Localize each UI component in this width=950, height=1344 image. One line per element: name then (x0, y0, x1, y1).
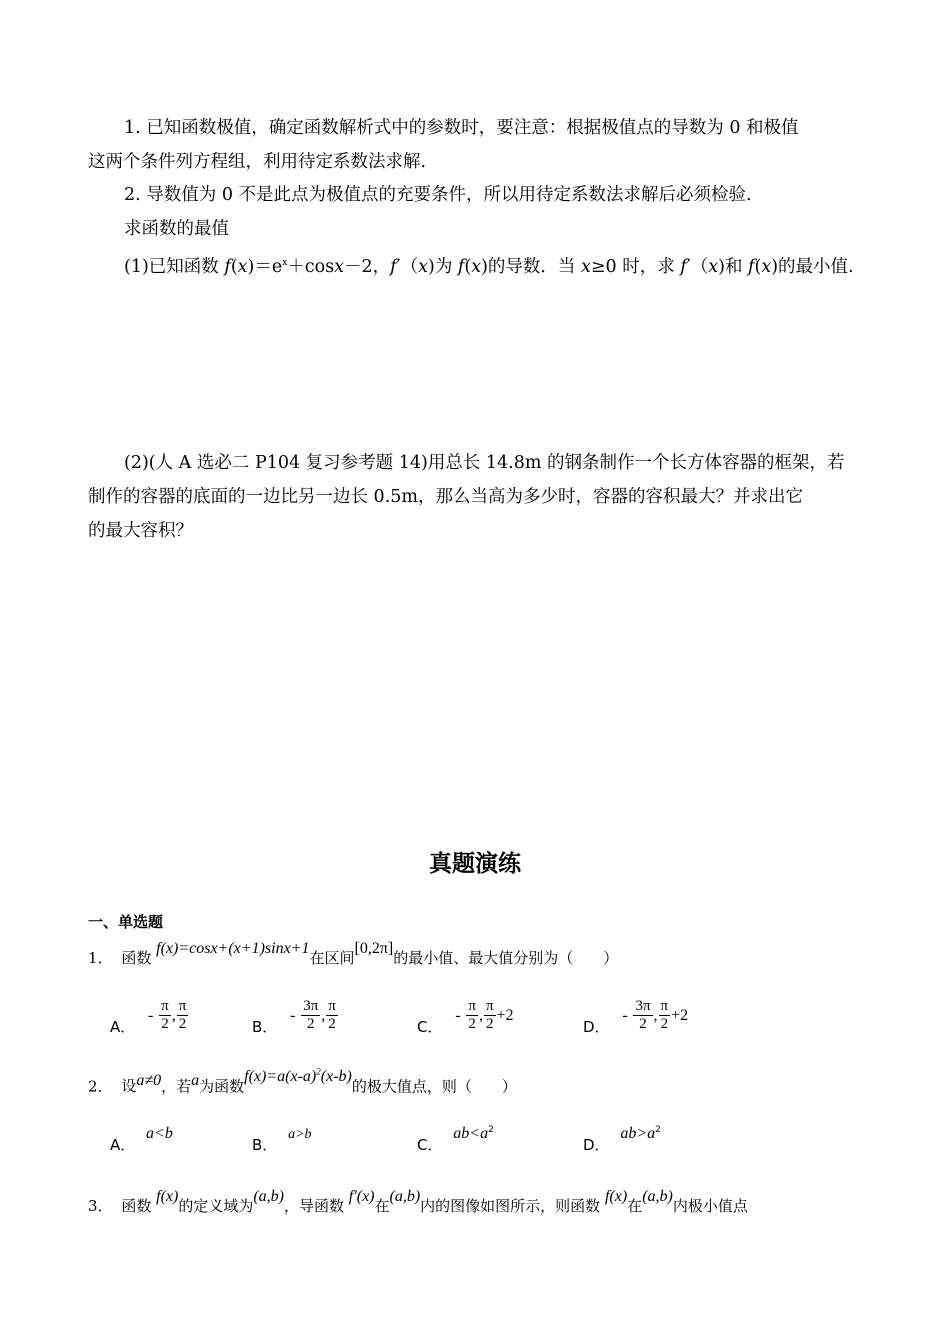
q3-ab: (a,b) (253, 1188, 284, 1205)
q1-d-minus: - (622, 1007, 628, 1024)
q2-option-b[interactable] (252, 1122, 312, 1154)
q2-option-a[interactable] (110, 1122, 173, 1154)
q1-b-minus: - (290, 1007, 296, 1024)
q3-text-f: 在 (627, 1197, 643, 1215)
frac-den: 2 (660, 1016, 669, 1032)
q1-option-c-label: C． (417, 1018, 443, 1036)
q1-option-b[interactable] (252, 998, 339, 1036)
q2-text-c: 为函数 (199, 1077, 245, 1096)
q3-ab2: (a,b) (389, 1188, 421, 1205)
problem1-text (124, 251, 854, 279)
p1-paren2: ( (464, 256, 472, 277)
q2-condition: a≠0 (136, 1072, 162, 1090)
p1-f4: f (680, 256, 687, 277)
q3-text-g: 内极小值点 (672, 1197, 748, 1215)
p1-f: f (224, 256, 231, 277)
p1-x6: x (708, 256, 719, 277)
p1-prime2: ′（ (686, 256, 709, 277)
p1-paren3: ( (754, 256, 762, 277)
p1-f2: f (390, 256, 397, 277)
question-1 (88, 940, 619, 969)
q2-option-b-label: B． (252, 1136, 278, 1154)
frac-den: 2 (639, 1016, 647, 1032)
p1-x5: x (580, 256, 591, 277)
q1-c-frac2 (484, 998, 496, 1033)
p1-wei: )为 (428, 256, 458, 277)
q1-d-plus2: +2 (671, 1007, 689, 1024)
frac-num: π (660, 998, 669, 1014)
q2-option-d[interactable] (583, 1122, 661, 1154)
q2-option-d-value: ab>a (620, 1125, 656, 1142)
q3-number: 3． (88, 1197, 113, 1215)
note1-line1: 1. 已知函数极值，确定函数解析式中的参数时，要注意：根据极值点的导数为 0 和极值 (124, 118, 799, 138)
p1-text: (1)已知函数 (124, 256, 225, 277)
q2-func-rhs: (x-b) (320, 1068, 352, 1086)
q3-fprime: f′(x) (348, 1188, 375, 1205)
q2-option-c-label: C． (417, 1136, 443, 1154)
frac-num: 3π (635, 998, 651, 1014)
problem2-line1: (2)(人 A 选必二 P104 复习参考题 14)用总长 14.8m 的钢条制作一个长方体容器的框架，若 (124, 453, 845, 473)
q2-option-d-label: D． (583, 1136, 610, 1154)
p1-f5: f (748, 256, 755, 277)
heading-real-exam-practice: 真题演练 (429, 851, 521, 877)
q2-option-c-sq: 2 (488, 1125, 494, 1135)
q3-fx2: f(x) (604, 1188, 628, 1205)
q1-b-comma: , (321, 1007, 326, 1024)
q1-d-comma: , (653, 1007, 658, 1024)
q3-ab3: (a,b) (642, 1188, 673, 1205)
q2-function (244, 1068, 352, 1085)
p1-exp: x (282, 258, 288, 268)
p1-eq: )＝e (247, 256, 283, 277)
question-2 (88, 1067, 517, 1097)
q1-d-frac1 (633, 998, 652, 1033)
q3-text-d: 在 (374, 1197, 390, 1215)
frac-den: 2 (468, 1016, 476, 1032)
p1-minus2: －2， (344, 256, 391, 277)
frac-num: π (468, 998, 476, 1014)
q1-c-comma: , (478, 1007, 483, 1024)
question-3 (88, 1188, 748, 1217)
q1-number: 1． (88, 949, 113, 967)
frac-den: 2 (485, 1016, 494, 1032)
q1-option-a-label: A． (110, 1018, 136, 1036)
q2-option-c-value: ab<a (453, 1125, 489, 1142)
frac-num: π (328, 998, 336, 1014)
q1-option-b-label: B． (252, 1018, 278, 1036)
note2: 2. 导数值为 0 不是此点为极值点的充要条件，所以用待定系数法求解后必须检验. (124, 185, 752, 205)
p1-paren: ( (230, 256, 238, 277)
frac-num: π (161, 998, 169, 1014)
q2-func-sq: 2 (316, 1067, 321, 1077)
q2-option-a-value: a<b (146, 1125, 173, 1142)
section-title-extrema: 求函数的最值 (124, 219, 229, 239)
q3-text-c: ，导函数 (284, 1197, 345, 1215)
q1-option-a[interactable] (110, 998, 189, 1036)
frac-num: 3π (303, 998, 319, 1014)
p1-end: )的最小值. (771, 256, 854, 277)
q2-text-a: 设 (121, 1077, 137, 1096)
q1-text-a: 函数 (121, 949, 152, 967)
p1-f3: f (457, 256, 465, 277)
q2-text-d: 的极大值点，则（ ） (351, 1077, 517, 1096)
q2-option-a-label: A． (110, 1136, 136, 1154)
q1-a-frac1 (159, 998, 171, 1033)
note1-line2: 这两个条件列方程组，利用待定系数法求解. (88, 152, 427, 172)
q1-option-d[interactable] (583, 998, 689, 1036)
q1-interval: [0,2π] (354, 940, 394, 957)
section-single-choice: 一、单选题 (88, 913, 164, 931)
p1-x: x (237, 256, 248, 277)
q3-fx: f(x) (156, 1188, 179, 1205)
frac-num: π (485, 998, 494, 1014)
p1-he: )和 (718, 256, 749, 277)
problem2-line2: 制作的容器的底面的一边比另一边长 0.5m，那么当高为多少时，容器的容积最大？并求出它 (88, 487, 803, 507)
q1-b-frac1 (301, 998, 320, 1033)
q3-text-e: 内的图像如图所示，则函数 (420, 1197, 601, 1215)
q3-text-b: 的定义域为 (178, 1197, 254, 1215)
q1-function: f(x)=cosx+(x+1)sinx+1 (156, 940, 310, 957)
q1-option-c[interactable] (417, 998, 514, 1036)
q1-c-frac1 (466, 998, 478, 1033)
frac-den: 2 (328, 1016, 336, 1032)
q1-text-b: 在区间 (309, 949, 355, 967)
frac-den: 2 (178, 1016, 187, 1032)
q1-b-frac2 (326, 998, 338, 1033)
q1-d-frac2 (659, 998, 671, 1033)
problem2-line3: 的最大容积？ (88, 521, 193, 541)
q1-c-plus2: +2 (496, 1007, 514, 1024)
p1-x4: x (471, 256, 482, 277)
q1-text-c: 的最小值、最大值分别为（ ） (393, 949, 619, 967)
q2-number: 2． (88, 1077, 113, 1096)
q1-c-minus: - (455, 1007, 461, 1024)
q1-a-comma: , (171, 1007, 176, 1024)
q2-text-b: ，若 (161, 1077, 192, 1096)
p1-geq: ≥0 时，求 (590, 256, 681, 277)
frac-den: 2 (161, 1016, 169, 1032)
q2-option-c[interactable] (417, 1122, 494, 1154)
q1-option-d-label: D． (583, 1018, 610, 1036)
q3-text-a: 函数 (121, 1197, 152, 1215)
q2-a-var: a (191, 1072, 200, 1090)
p1-x3: x (418, 256, 428, 277)
p1-x2: x (334, 256, 345, 277)
q1-a-frac2 (177, 998, 189, 1033)
q2-option-b-value: a>b (288, 1127, 312, 1142)
p1-deriv: )的导数．当 (481, 256, 581, 277)
p1-cos: ＋cos (287, 256, 335, 277)
frac-den: 2 (306, 1016, 315, 1032)
q2-option-d-sq: 2 (655, 1125, 661, 1135)
p1-prime: ′（ (396, 256, 419, 277)
q2-func-lhs: f(x)=a(x-a) (244, 1068, 317, 1086)
frac-num: π (178, 998, 187, 1014)
p1-x7: x (761, 256, 772, 277)
q1-a-minus: - (148, 1007, 154, 1024)
